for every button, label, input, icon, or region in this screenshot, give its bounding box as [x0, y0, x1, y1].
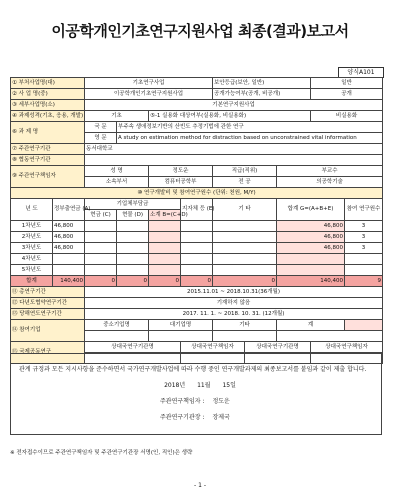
report-form-table — [10, 77, 383, 364]
researcher-name-value: 정도운 — [149, 166, 213, 177]
business-name-value: 기초연구사업 — [85, 78, 213, 89]
signature-org-name: 장제국 — [212, 414, 230, 421]
total-period-label: ⑪ 총연구기간 — [11, 287, 85, 298]
date-year: 2018년 — [164, 382, 186, 389]
intl-partner: 상대국연구기관명 — [85, 342, 181, 353]
researcher-pos-label: 직급(직위) — [213, 166, 277, 177]
signature-org — [160, 412, 230, 421]
participants-sme: 중소기업명 — [85, 320, 149, 331]
coop-org-label: ⑧ 협동연구기관 — [11, 155, 85, 166]
public-value: 공개 — [311, 89, 383, 100]
statement-box — [10, 353, 382, 435]
host-org-value: 동서대학교 — [85, 144, 383, 155]
col-gov: 정부출연금 (A) — [53, 199, 85, 221]
col-inkind: 현물 (D) — [117, 210, 149, 221]
category-value: 기초 — [85, 111, 149, 122]
researcher-dept-value: 컴퓨터공학부 — [149, 177, 213, 188]
funding-total-row: 합계 140,400 0 0 0 0 0 140,400 9 — [11, 276, 383, 287]
participants-extra-value — [277, 331, 383, 342]
col-local: 지자체 등 (E) — [181, 199, 213, 221]
funding-row: 3차년도 46,800 46,800 3 — [11, 243, 383, 254]
form-id: 양식A101 — [338, 67, 384, 78]
researcher-name-label: 성 명 — [85, 166, 149, 177]
task-eng-value: A study on estimation method for distraction based on unconstrained vital information — [117, 133, 383, 144]
signature-org-label: 주관연구기관장 : — [160, 414, 205, 421]
intl-org-2: 상대국연구책임자 — [311, 342, 383, 353]
detail-name-label: ③ 세부사업명(소) — [11, 100, 85, 111]
current-period-label: ⑬ 당해연도연구기간 — [11, 309, 85, 320]
signature-researcher-label: 주관연구책임자 : — [160, 398, 205, 405]
signature-researcher-name: 정도운 — [212, 398, 230, 405]
funding-header: ⑩ 연구개발비 및 참여연구원수 (단위: 천원, M/Y) — [11, 188, 383, 199]
multi-period-label: ⑫ 다년도협약연구기간 — [11, 298, 85, 309]
researcher-pos-value: 부교수 — [277, 166, 383, 177]
col-total: 합계 G=(A+B+E) — [277, 199, 345, 221]
intl-org: 상대국연구책임자 — [181, 342, 245, 353]
multi-period-value: 기재하지 않음 — [85, 298, 383, 309]
col-subtotal: 소계 B=(C+D) — [149, 210, 181, 221]
total-period-value: 2015.11.01 ~ 2018.10.31(36개월) — [85, 287, 383, 298]
security-value: 일반 — [311, 78, 383, 89]
date-month: 11월 — [197, 382, 211, 389]
participants-large-value — [149, 331, 213, 342]
signature-researcher — [160, 396, 230, 405]
funding-row: 5차년도 — [11, 265, 383, 276]
participants-other-value — [213, 331, 277, 342]
researcher-label: ⑨ 주관연구책임자 — [11, 166, 85, 188]
researcher-major-value: 의공학기술 — [277, 177, 383, 188]
funding-row: 4차년도 — [11, 254, 383, 265]
col-cash: 현금 (C) — [85, 210, 117, 221]
researcher-major-label: 전 공 — [213, 177, 277, 188]
public-label: 공개가능여부(공개, 비공개) — [213, 89, 311, 100]
submission-date — [0, 380, 400, 389]
business-name-label: ① 부처사업명(대) — [11, 78, 85, 89]
funding-row: 2차년도 46,800 46,800 3 — [11, 232, 383, 243]
participants-count: 계 — [277, 320, 345, 331]
col-other: 기 타 — [213, 199, 277, 221]
task-kor-label: 국 문 — [85, 122, 117, 133]
intl-label: ⑮ 국제공동연구 — [11, 342, 85, 364]
col-researchers: 참여 연구원수 — [345, 199, 383, 221]
researcher-dept-label: 소속부서 — [85, 177, 149, 188]
col-year: 년 도 — [11, 199, 53, 221]
intl-partner-2: 상대국연구기관명 — [245, 342, 311, 353]
date-day: 15일 — [222, 382, 236, 389]
participants-count-value — [345, 320, 383, 331]
detail-name-value: 기본연구지원사업 — [85, 100, 383, 111]
participants-large: 대기업명 — [149, 320, 213, 331]
task-kor-value: 부주속 생애정보기반의 산빈도 추정기법에 관한 연구 — [117, 122, 383, 133]
task-eng-label: 영 문 — [85, 133, 117, 144]
practical-value: 비실용화 — [311, 111, 383, 122]
security-label: 보안등급(보안, 일반) — [213, 78, 311, 89]
participants-other: 기타 — [213, 320, 277, 331]
project-name-value: 이공학개인기초연구지원사업 — [85, 89, 213, 100]
host-org-label: ⑦ 주관연구기관 — [11, 144, 85, 155]
funding-row: 1차년도 46,800 46,800 3 — [11, 221, 383, 232]
footnote: ※ 전자접수이므로 주관연구책임자 및 주관연구기관장 서명(인, 직인)은 생략 — [10, 450, 193, 456]
category-label: ④ 과제성격(기초, 응용, 개발) — [11, 111, 85, 122]
report-title: 이공학개인기초연구지원사업 최종(결과)보고서 — [51, 22, 349, 40]
col-private: 기업체부담금 — [85, 199, 181, 210]
project-name-label: ② 사 업 명(중) — [11, 89, 85, 100]
current-period-value: 2017. 11. 1. ~ 2018. 10. 31. (12개월) — [85, 309, 383, 320]
task-name-label: ⑥ 과 제 명 — [11, 122, 85, 144]
participants-label: ⑭ 참여기업 — [11, 320, 85, 342]
statement-text: 관계 규정과 모든 지시사항을 준수하면서 국가연구개발사업에 따라 수행 중인 연구개발과제의 최종보고서를 붙임과 같이 제출 합니다. — [19, 366, 367, 373]
participants-sme-value — [85, 331, 149, 342]
practical-label: ⑤-1 실용화 대상여부(실용화, 비실용화) — [149, 111, 311, 122]
coop-org-value — [85, 155, 383, 166]
page-number: - 1 - — [194, 482, 206, 489]
